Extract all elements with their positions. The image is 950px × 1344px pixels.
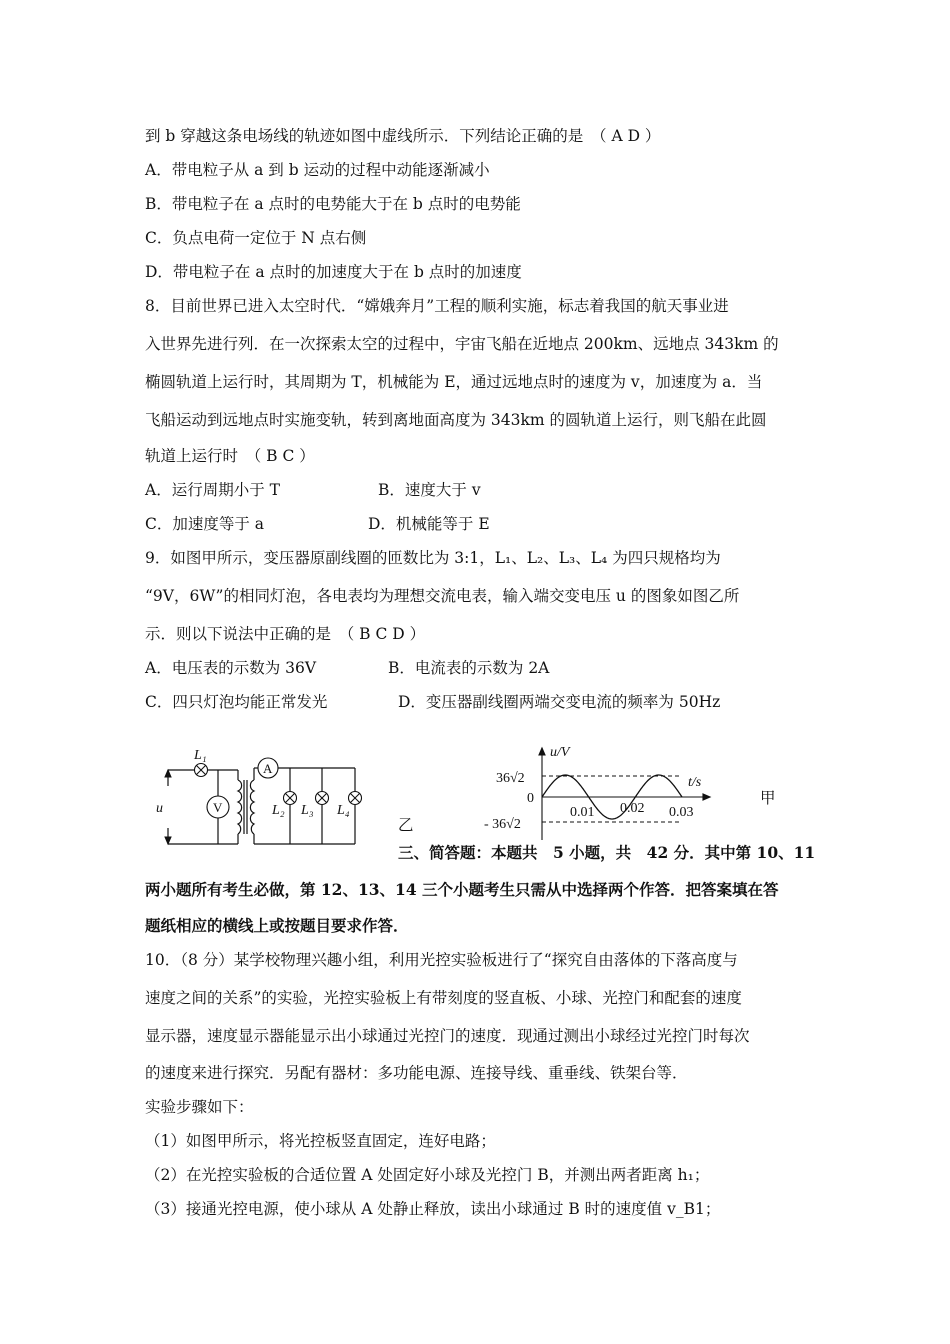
voltage-graph xyxy=(480,742,720,842)
line-06: 8．目前世界已进入太空时代．“嫦娥奔月”工程的顺利实施，标志着我国的航天事业进 xyxy=(145,297,729,315)
line-07: 入世界先进行列．在一次探索太空的过程中，宇宙飞船在近地点 200km、远地点 343km 的 xyxy=(145,335,779,353)
line-27: （2）在光控实验板的合适位置 A 处固定好小球及光控门 B，并测出两者距离 h₁； xyxy=(145,1166,710,1184)
line-15: 示．则以下说法中正确的是 （ B C D ） xyxy=(145,625,426,643)
line-12b: D．机械能等于 E xyxy=(368,515,490,533)
line-13: 9．如图甲所示，变压器原副线圈的匝数比为 3:1，L₁、L₂、L₃、L₄ 为四只规格均为 xyxy=(145,549,721,567)
label-u: u xyxy=(156,801,163,816)
graph-ymax: 36√2 xyxy=(496,771,525,786)
label-l4: L₄ xyxy=(337,803,350,818)
label-l1: L₁ xyxy=(194,748,207,763)
label-l3: L₃ xyxy=(301,803,314,818)
graph-ylabel: u/V xyxy=(550,745,570,760)
line-26: （1）如图甲所示，将光控板竖直固定，连好电路； xyxy=(145,1132,496,1150)
graph-t2: 0.02 xyxy=(620,801,645,816)
label-l2: L₂ xyxy=(272,803,285,818)
graph-xlabel: t/s xyxy=(688,775,702,790)
line-25: 实验步骤如下： xyxy=(145,1098,254,1116)
line-09: 飞船运动到远地点时实施变轨，转到离地面高度为 343km 的圆轨道上运行，则飞船在此圆 xyxy=(145,411,767,429)
graph-origin: 0 xyxy=(527,791,534,806)
line-14: “9V，6W”的相同灯泡，各电表均为理想交流电表，输入端交变电压 u 的图象如图乙所 xyxy=(145,587,740,605)
label-jia: 甲 xyxy=(760,789,776,807)
line-17a: C．四只灯泡均能正常发光 xyxy=(145,693,328,711)
line-16b: B．电流表的示数为 2A xyxy=(388,659,550,677)
line-01: 到 b 穿越这条电场线的轨迹如图中虚线所示．下列结论正确的是 （ A D ） xyxy=(145,127,661,145)
lamp-l2-icon xyxy=(284,792,297,805)
line-18: 三、简答题：本题共 5 小题，共 42 分．其中第 10、11 xyxy=(398,843,816,862)
line-10: 轨道上运行时 （ B C ） xyxy=(145,447,315,465)
label-ammeter: A xyxy=(263,761,273,776)
graph-t3: 0.03 xyxy=(669,805,694,820)
line-04: C．负点电荷一定位于 N 点右侧 xyxy=(145,229,367,247)
line-12a: C．加速度等于 a xyxy=(145,515,265,533)
line-17b: D．变压器副线圈两端交变电流的频率为 50Hz xyxy=(398,693,721,711)
lamp-l1-icon xyxy=(195,764,208,777)
graph-t1: 0.01 xyxy=(570,805,595,820)
line-11a: A．运行周期小于 T xyxy=(145,481,280,499)
line-11b: B．速度大于 v xyxy=(378,481,481,499)
line-28: （3）接通光控电源，使小球从 A 处静止释放，读出小球通过 B 时的速度值 v_B1； xyxy=(145,1200,721,1218)
line-05: D．带电粒子在 a 点时的加速度大于在 b 点时的加速度 xyxy=(145,263,522,281)
circuit-diagram xyxy=(150,740,370,852)
line-03: B．带电粒子在 a 点时的电势能大于在 b 点时的电势能 xyxy=(145,195,521,213)
line-22: 速度之间的关系”的实验，光控实验板上有带刻度的竖直板、小球、光控门和配套的速度 xyxy=(145,989,742,1007)
line-19: 两小题所有考生必做，第 12、13、14 三个小题考生只需从中选择两个作答．把答案填在答 xyxy=(145,880,779,899)
line-20: 题纸相应的横线上或按题目要求作答． xyxy=(145,916,409,935)
line-08: 椭圆轨道上运行时，其周期为 T，机械能为 E，通过远地点时的速度为 v，加速度为 a．当 xyxy=(145,373,763,391)
graph-ymin: - 36√2 xyxy=(484,817,521,832)
line-16a: A．电压表的示数为 36V xyxy=(145,659,317,677)
line-02: A．带电粒子从 a 到 b 运动的过程中动能逐渐减小 xyxy=(145,161,490,179)
line-23: 显示器，速度显示器能显示出小球通过光控门的速度．现通过测出小球经过光控门时每次 xyxy=(145,1027,750,1045)
lamp-l3-icon xyxy=(316,792,329,805)
label-yi: 乙 xyxy=(398,816,414,834)
label-voltmeter: V xyxy=(213,800,223,815)
lamp-l4-icon xyxy=(349,792,362,805)
line-21: 10．（8 分）某学校物理兴趣小组，利用光控实验板进行了“探究自由落体的下落高度与 xyxy=(145,951,738,969)
line-24: 的速度来进行探究．另配有器材：多功能电源、连接导线、重垂线、铁架台等． xyxy=(145,1064,688,1082)
